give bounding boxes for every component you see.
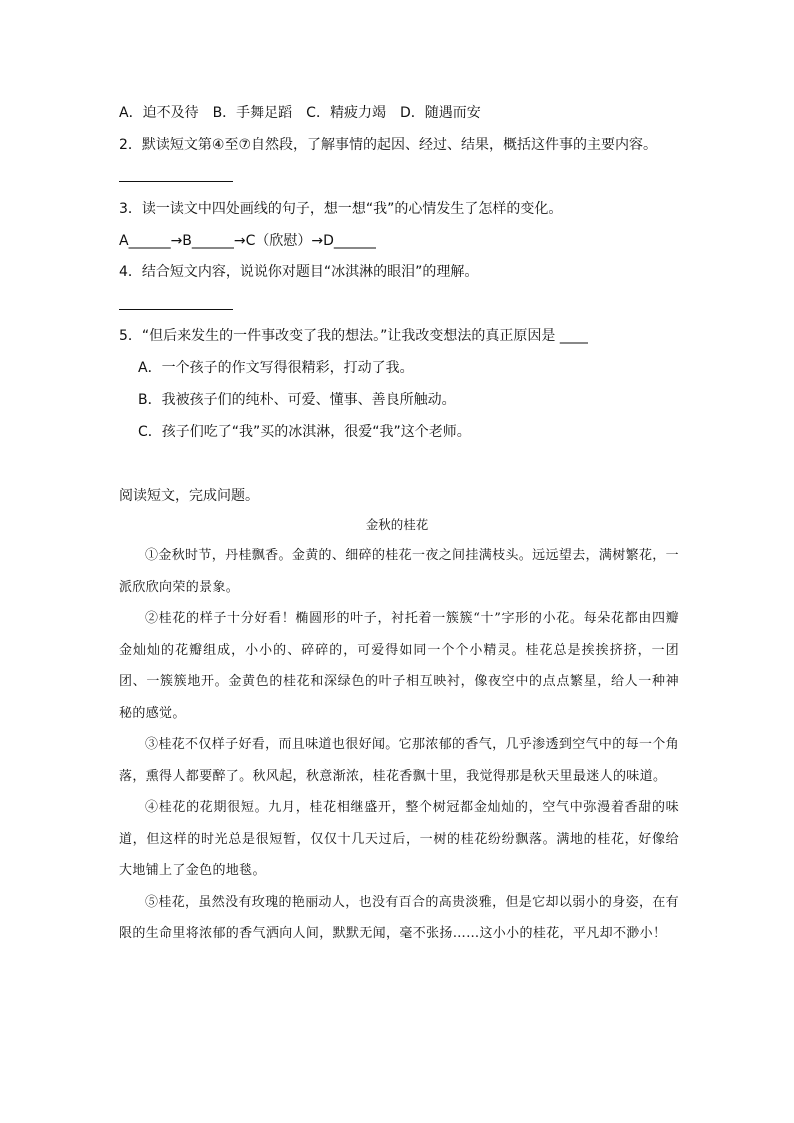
question-3-answer: A______→B______→C（欣慰）→D______ bbox=[119, 233, 376, 249]
question-1-options: A．迫不及待 B．手舞足蹈 C．精疲力竭 D．随遇而安 bbox=[119, 105, 481, 121]
passage-paragraph-5: ⑤桂花，虽然没有玫瑰的艳丽动人，也没有百合的高贵淡雅，但是它却以弱小的身姿，在有限的生命里将浓郁的香气洒向人间，默默无闻，毫不张扬……这小小的桂花，平凡却不渺小！ bbox=[119, 894, 680, 941]
passage-title: 金秋的桂花 bbox=[365, 517, 429, 532]
question-5-option-b: B．我被孩子们的纯朴、可爱、懂事、善良所触动。 bbox=[138, 392, 456, 408]
question-2: 2．默读短文第④至⑦自然段，了解事情的起因、经过、结果，概括这件事的主要内容。 bbox=[119, 137, 658, 153]
question-5: 5．“但后来发生的一件事改变了我的想法。”让我改变想法的真正原因是 ____ bbox=[119, 328, 588, 344]
passage-body bbox=[119, 540, 679, 950]
passage-paragraph-4: ④桂花的花期很短。九月，桂花相继盛开，整个树冠都金灿灿的，空气中弥漫着香甜的味道，但这样的时光总是很短暂，仅仅十几天过后，一树的桂花纷纷飘落。满地的桂花，好像给大地铺上了金色的地毯。 bbox=[119, 800, 679, 878]
reading-instruction: 阅读短文，完成问题。 bbox=[119, 488, 259, 504]
question-3: 3．读一读文中四处画线的句子，想一想“我”的心情发生了怎样的变化。 bbox=[119, 201, 563, 217]
answer-blank-4 bbox=[119, 309, 233, 310]
question-5-option-a: A．一个孩子的作文写得很精彩，打动了我。 bbox=[138, 360, 414, 376]
passage-paragraph-1: ①金秋时节，丹桂飘香。金黄的、细碎的桂花一夜之间挂满枝头。远远望去，满树繁花，一派欣欣向荣的景象。 bbox=[119, 548, 680, 595]
question-5-option-c: C．孩子们吃了“我”买的冰淇淋，很爱“我”这个老师。 bbox=[138, 424, 471, 440]
answer-blank-2 bbox=[119, 181, 233, 182]
passage-paragraph-2: ②桂花的样子十分好看！椭圆形的叶子，衬托着一簇簇“十”字形的小花。每朵花都由四瓣金灿灿的花瓣组成，小小的、碎碎的，可爱得如同一个个小精灵。桂花总是挨挨挤挤，一团团、一簇簇地开。金黄色的桂花和深绿色的叶子相互映衬，像夜空中的点点繁星，给人一种神秘的感觉。 bbox=[119, 611, 679, 721]
question-4: 4．结合短文内容，说说你对题目“冰淇淋的眼泪”的理解。 bbox=[119, 264, 479, 280]
passage-paragraph-3: ③桂花不仅样子好看，而且味道也很好闻。它那浓郁的香气，几乎渗透到空气中的每一个角落，熏得人都要醉了。秋风起，秋意渐浓，桂花香飘十里，我觉得那是秋天里最迷人的味道。 bbox=[119, 737, 680, 784]
